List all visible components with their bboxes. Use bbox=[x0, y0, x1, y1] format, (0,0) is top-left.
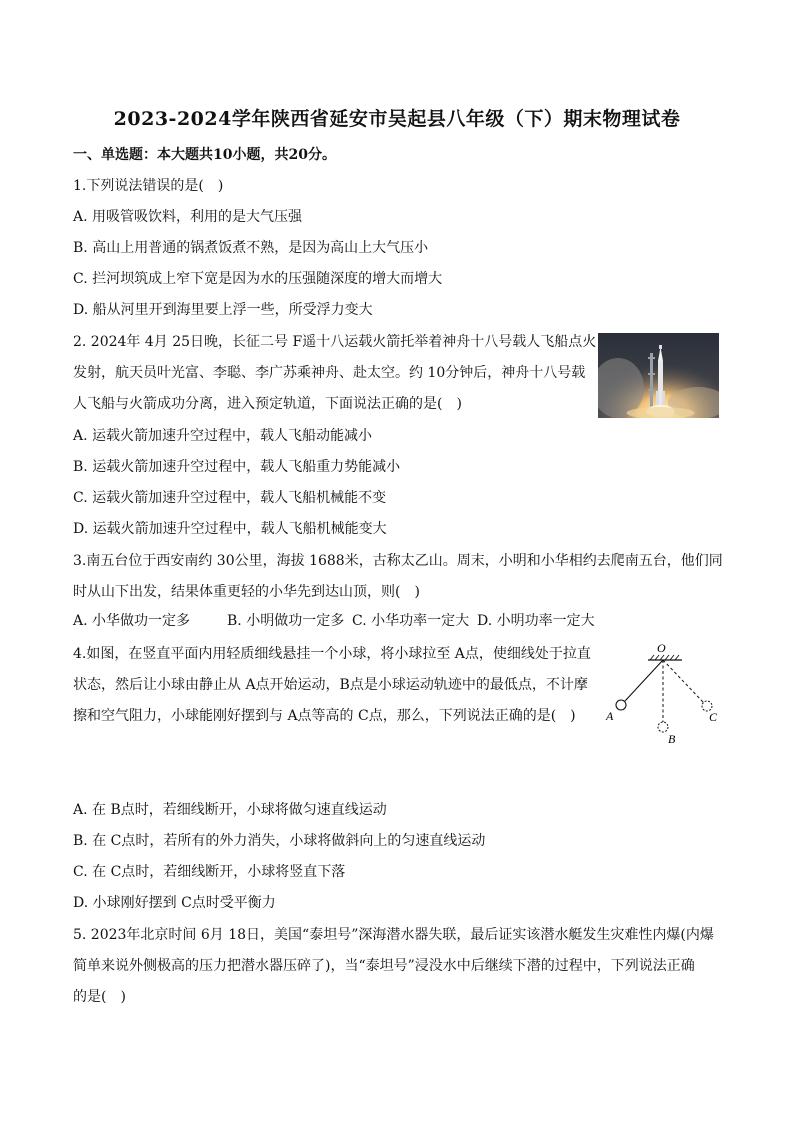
pendulum-diagram bbox=[600, 640, 728, 750]
q1-option-b: B. 高山上用普通的锅煮饭煮不熟，是因为高山上大气压小 bbox=[73, 240, 429, 256]
q1-stem: 1.下列说法错误的是( ) bbox=[73, 178, 224, 194]
q3-stem-line2: 时从山下出发，结果体重更轻的小华先到达山顶，则( ) bbox=[73, 584, 420, 600]
q1-option-d: D. 船从河里开到海里要上浮一些，所受浮力变大 bbox=[73, 302, 373, 318]
label-b: B bbox=[668, 732, 676, 746]
label-c: C bbox=[709, 710, 718, 724]
q5-stem-line1: 5. 2023年北京时间 6月 18日，美国“泰坦号”深海潜水器失联，最后证实该潜水艇发生灾难性内爆(内爆 bbox=[73, 927, 714, 943]
q2-option-d: D. 运载火箭加速升空过程中，载人飞船机械能变大 bbox=[73, 521, 387, 537]
q3-option-d: D. 小明功率一定大 bbox=[477, 613, 595, 629]
q3-stem-line1: 3.南五台位于西安南约 30公里，海拔 1688米，古称太乙山。周末，小明和小华相约去爬南五台，他们同 bbox=[73, 553, 723, 569]
section-heading: 一、单选题：本大题共10小题，共20分。 bbox=[73, 147, 336, 163]
q4-option-b: B. 在 C点时，若所有的外力消失，小球将做斜向上的匀速直线运动 bbox=[73, 833, 486, 849]
q5-stem-line2: 简单来说外侧极高的压力把潜水器压碎了)，当“泰坦号”浸没水中后继续下潜的过程中，下列说法正确 bbox=[73, 958, 695, 974]
q4-stem-line3: 擦和空气阻力，小球能刚好摆到与 A点等高的 C点，那么，下列说法正确的是( ) bbox=[73, 708, 576, 724]
q4-stem-line2: 状态，然后让小球由静止从 A点开始运动，B点是小球运动轨迹中的最低点，不计摩 bbox=[73, 677, 588, 693]
q2-option-c: C. 运载火箭加速升空过程中，载人飞船机械能不变 bbox=[73, 490, 387, 506]
q1-option-c: C. 拦河坝筑成上窄下宽是因为水的压强随深度的增大而增大 bbox=[73, 271, 443, 287]
label-a: A bbox=[606, 709, 614, 723]
label-o: O bbox=[657, 641, 666, 655]
q3-option-c: C. 小华功率一定大 bbox=[352, 613, 470, 629]
q2-option-b: B. 运载火箭加速升空过程中，载人飞船重力势能减小 bbox=[73, 459, 401, 475]
q2-stem-line1: 2. 2024年 4月 25日晚，长征二号 F遥十八运载火箭托举着神舟十八号载人飞船点火 bbox=[73, 334, 597, 350]
q4-stem-line1: 4.如图，在竖直平面内用轻质细线悬挂一个小球，将小球拉至 A点，使细线处于拉直 bbox=[73, 646, 591, 662]
q2-stem-line3: 人飞船与火箭成功分离，进入预定轨道，下面说法正确的是( ) bbox=[73, 396, 462, 412]
q1-option-a: A. 用吸管吸饮料，利用的是大气压强 bbox=[73, 209, 303, 225]
q4-option-a: A. 在 B点时，若细线断开，小球将做匀速直线运动 bbox=[73, 802, 387, 818]
q5-stem-line3: 的是( ) bbox=[73, 989, 126, 1005]
q2-option-a: A. 运载火箭加速升空过程中，载人飞船动能减小 bbox=[73, 428, 373, 444]
q4-option-d: D. 小球刚好摆到 C点时受平衡力 bbox=[73, 895, 276, 911]
q2-stem-line2: 发射，航天员叶光富、李聪、李广苏乘神舟、赴太空。约 10分钟后，神舟十八号载 bbox=[73, 365, 586, 381]
exam-title: 2023-2024学年陕西省延安市吴起县八年级（下）期末物理试卷 bbox=[113, 108, 681, 130]
q3-option-a: A. 小华做功一定多 bbox=[73, 613, 191, 629]
rocket-launch-photo bbox=[598, 333, 719, 418]
q4-option-c: C. 在 C点时，若细线断开，小球将竖直下落 bbox=[73, 864, 346, 880]
q3-option-b: B. 小明做功一定多 bbox=[227, 613, 345, 629]
